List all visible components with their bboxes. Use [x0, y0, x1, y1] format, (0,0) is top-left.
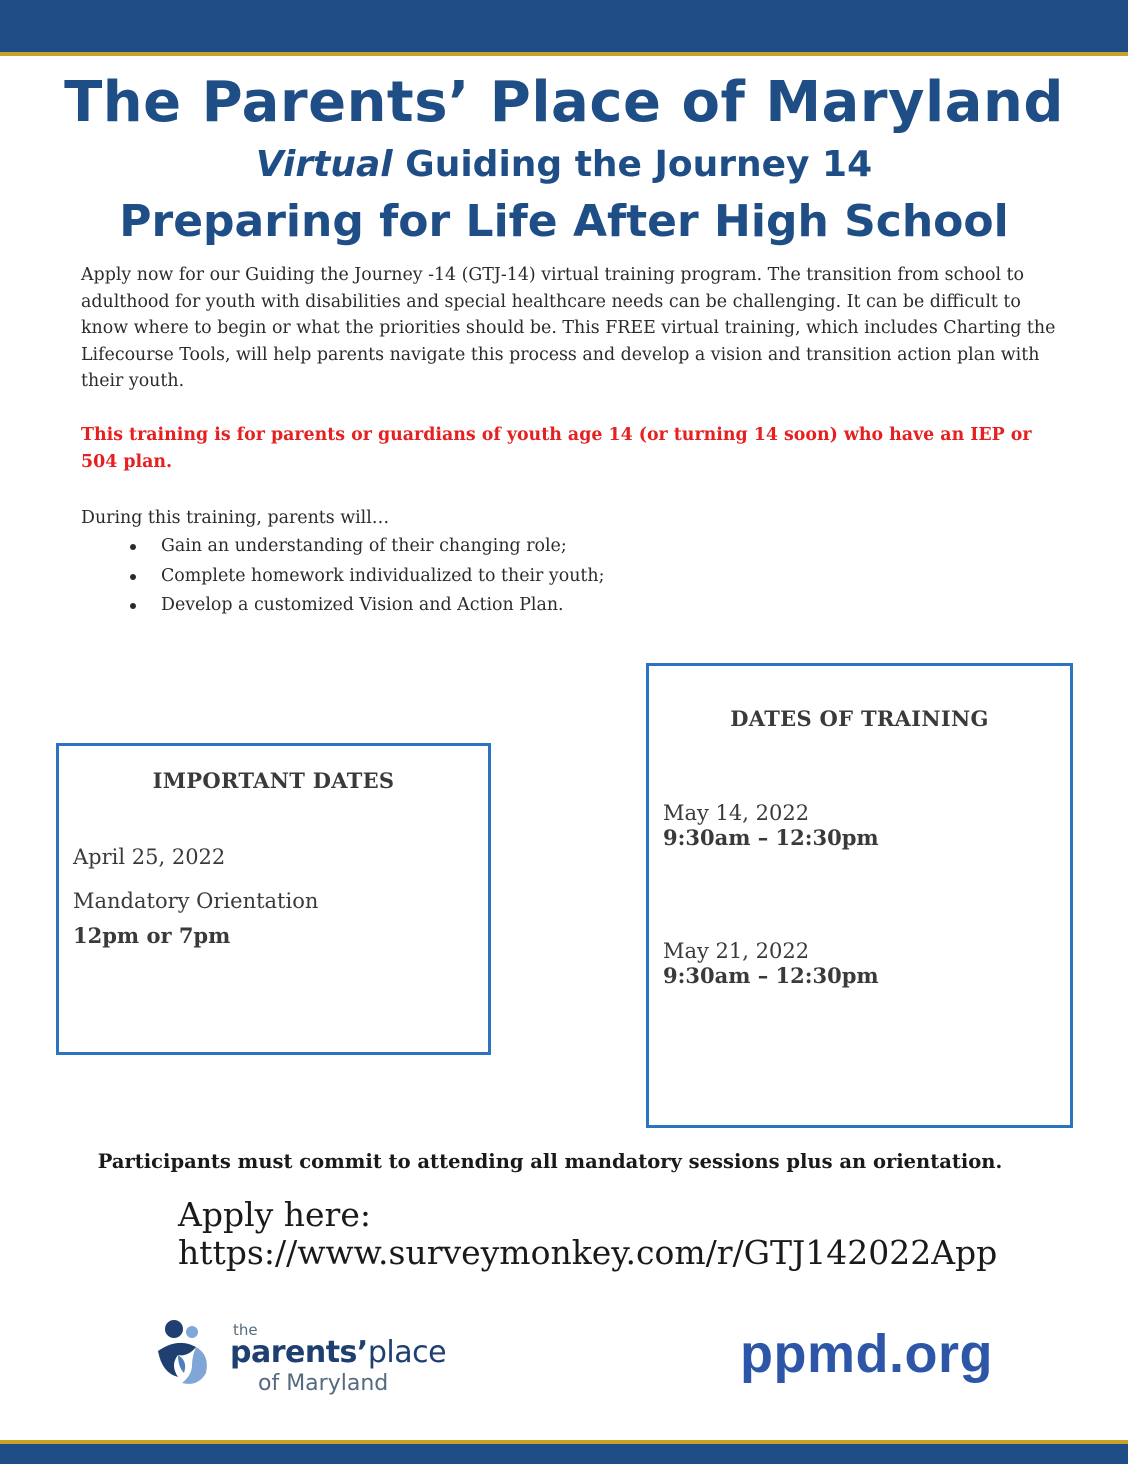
- apply-link[interactable]: https://www.surveymonkey.com/r/GTJ142022App: [178, 1233, 998, 1272]
- intro-paragraph: Apply now for our Guiding the Journey -14 (GTJ-14) virtual training program. The transition from school to adulthood for youth with disabilities and special healthcare needs can be challenging. It can be difficult to know where to begin or what the priorities should be. This FREE virtual training, which includes Charting the Lifecourse Tools, will help parents navigate this process and develop a vision and transition action plan with their youth.: [81, 265, 1056, 391]
- logo-word-parents: parents’: [230, 1335, 368, 1370]
- session-2-time: 9:30am – 12:30pm: [663, 963, 879, 988]
- page-subtitle: [0, 142, 1128, 188]
- outcomes-list: [81, 532, 604, 621]
- session-2-date: May 21, 2022: [663, 939, 810, 963]
- family-figures-icon: [148, 1317, 228, 1397]
- list-item-text: Develop a customized Vision and Action Plan.: [161, 595, 564, 615]
- list-item-text: Gain an understanding of their changing role;: [161, 536, 567, 556]
- top-banner: [0, 0, 1128, 56]
- orientation-date: April 25, 2022: [73, 845, 226, 869]
- subtitle-program: Guiding the Journey 14: [392, 144, 873, 185]
- apply-block: [178, 1196, 997, 1272]
- logo-of-maryland: of Maryland: [258, 1371, 389, 1396]
- apply-label: Apply here:: [178, 1195, 371, 1234]
- page-title: The Parents’ Place of Maryland: [64, 70, 1064, 135]
- commitment-note: Participants must commit to attending all mandatory sessions plus an orientation.: [97, 1150, 1003, 1173]
- orientation-event: Mandatory Orientation: [73, 889, 319, 913]
- orientation-times: 12pm or 7pm: [73, 923, 231, 948]
- logo-the: the: [233, 1321, 258, 1339]
- list-item: [81, 532, 604, 562]
- session-1-time: 9:30am – 12:30pm: [663, 825, 879, 850]
- important-dates-title: IMPORTANT DATES: [152, 768, 395, 793]
- training-dates-title: DATES OF TRAINING: [730, 706, 989, 731]
- logo-wordmark: [230, 1335, 446, 1370]
- outcomes-lead: During this training, parents will…: [81, 508, 390, 528]
- page-heading: Preparing for Life After High School: [119, 196, 1009, 247]
- session-1-date: May 14, 2022: [663, 801, 810, 825]
- bottom-banner: [0, 1440, 1128, 1464]
- eligibility-notice: This training is for parents or guardians of youth age 14 (or turning 14 soon) who have an IEP or 504 plan.: [81, 425, 1032, 472]
- list-item: [81, 591, 604, 621]
- organization-logo: [148, 1315, 498, 1405]
- bullet-icon: [130, 603, 136, 609]
- important-dates-box: [56, 743, 491, 1055]
- list-item-text: Complete homework individualized to their youth;: [161, 565, 605, 586]
- bullet-icon: [130, 544, 136, 550]
- training-dates-box: [646, 663, 1073, 1128]
- website-link[interactable]: ppmd.org: [740, 1324, 993, 1384]
- list-item: [81, 562, 604, 592]
- subtitle-virtual: Virtual: [255, 144, 393, 185]
- logo-word-place: place: [367, 1335, 447, 1370]
- bullet-icon: [130, 574, 136, 580]
